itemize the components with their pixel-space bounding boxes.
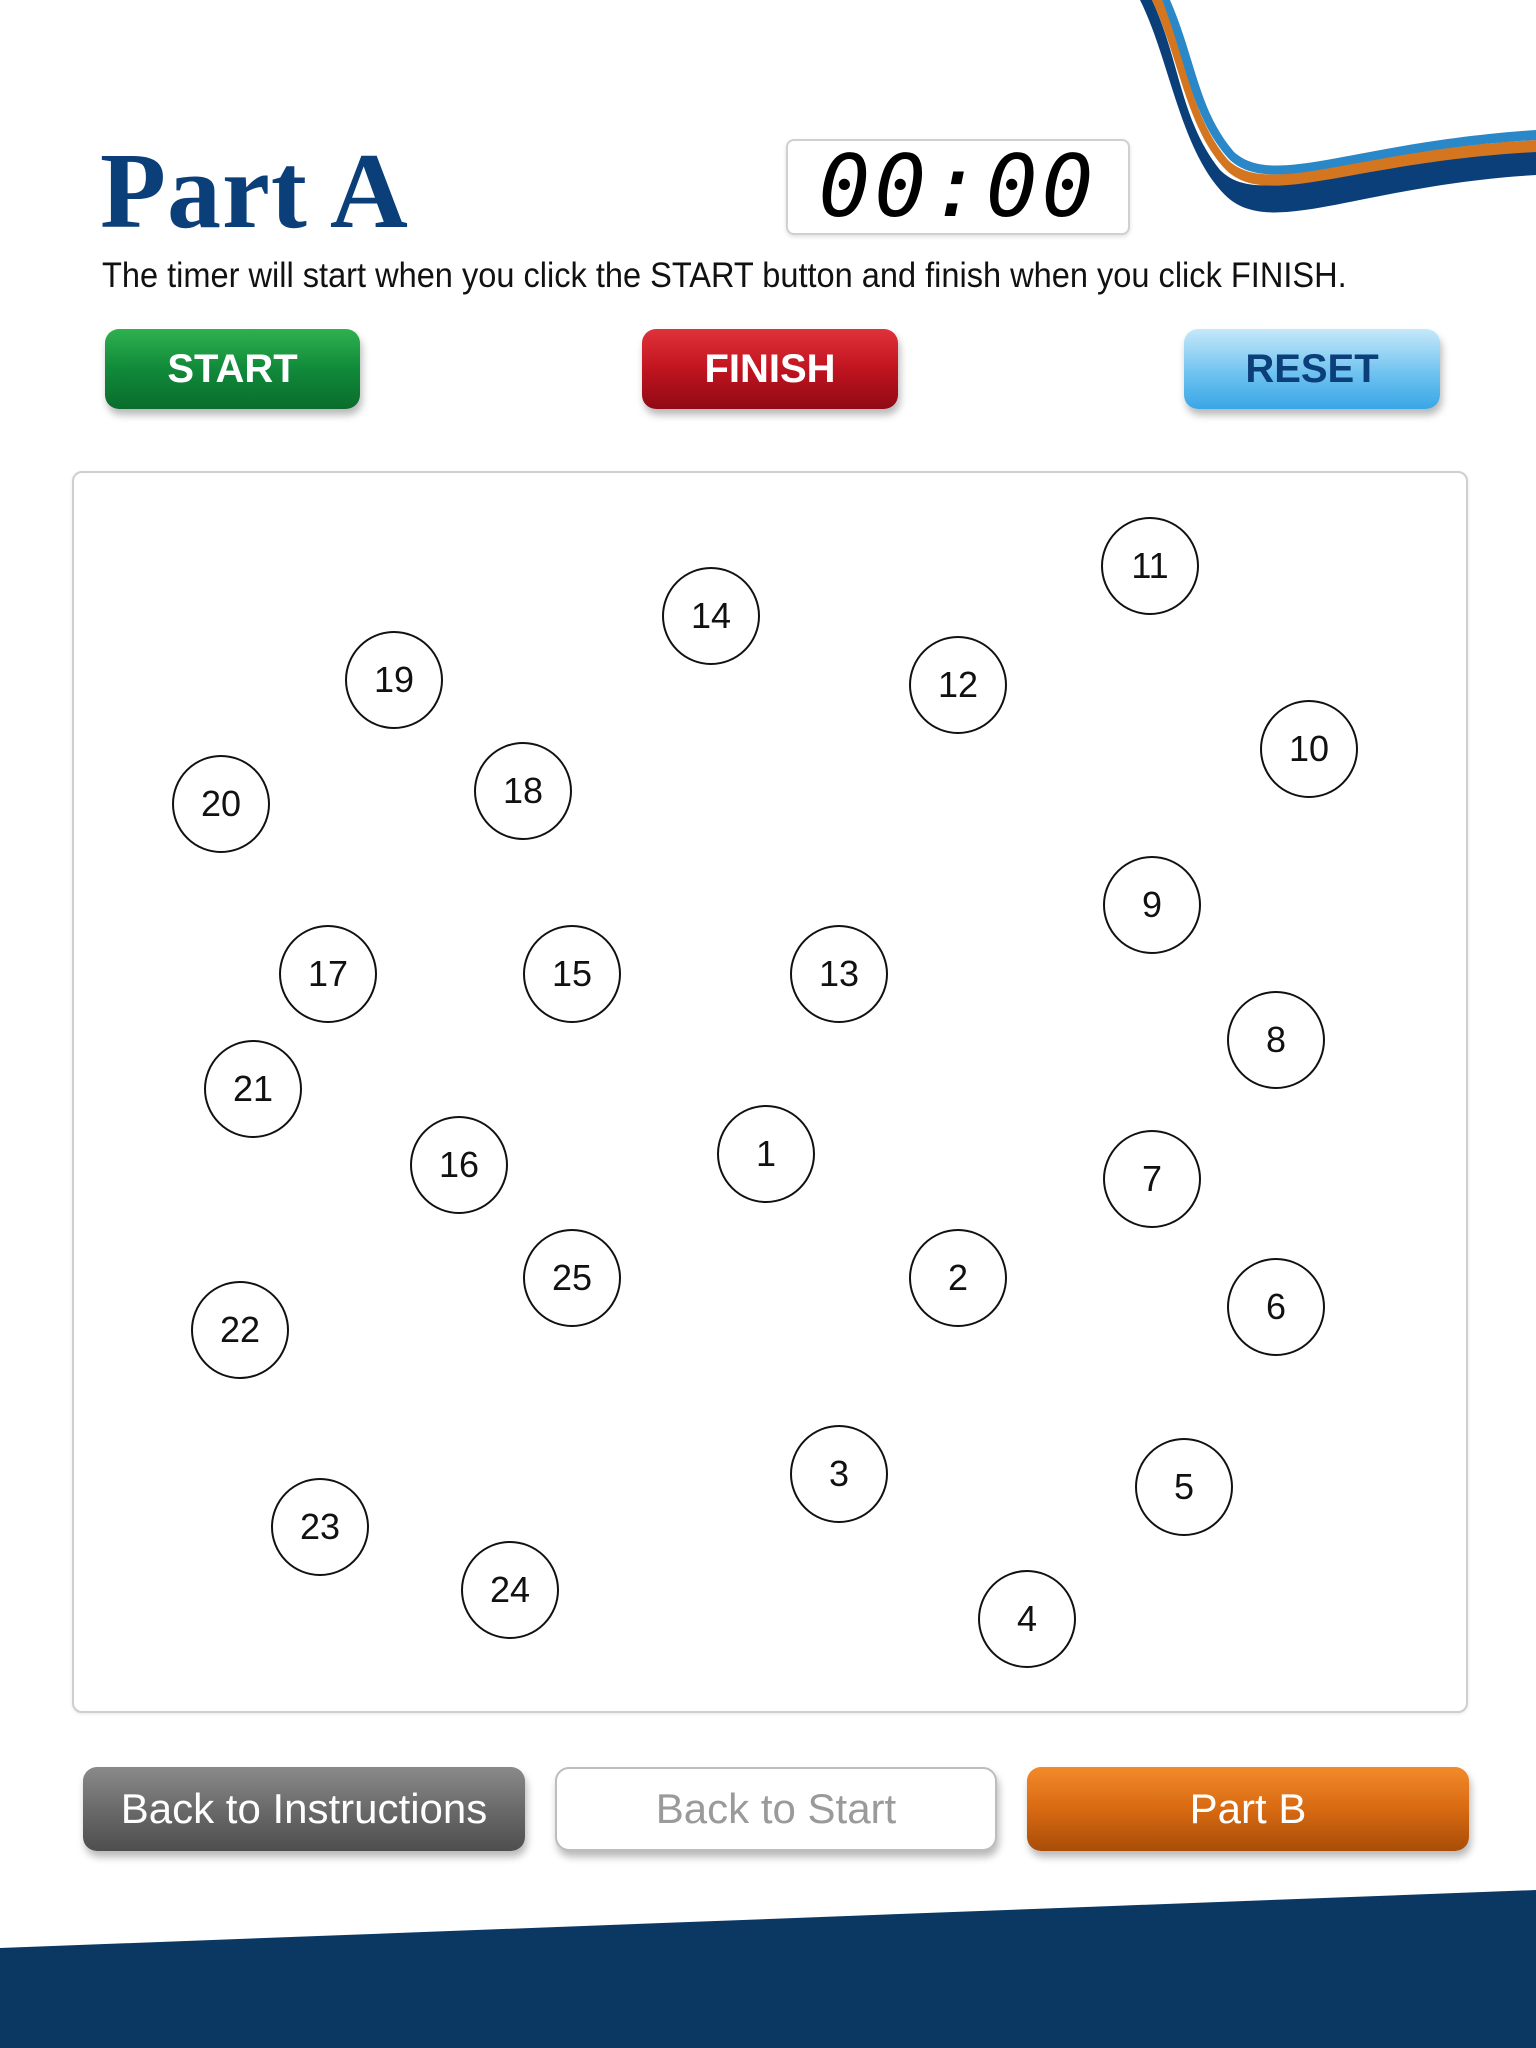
trail-node-20[interactable]: 20 bbox=[172, 755, 270, 853]
trail-node-1[interactable]: 1 bbox=[717, 1105, 815, 1203]
finish-button[interactable]: FINISH bbox=[642, 329, 898, 409]
trail-node-24[interactable]: 24 bbox=[461, 1541, 559, 1639]
timer-display: 00:00 bbox=[786, 139, 1130, 235]
trail-node-5[interactable]: 5 bbox=[1135, 1438, 1233, 1536]
trail-node-9[interactable]: 9 bbox=[1103, 856, 1201, 954]
trail-making-board bbox=[72, 471, 1468, 1713]
trail-node-17[interactable]: 17 bbox=[279, 925, 377, 1023]
trail-node-10[interactable]: 10 bbox=[1260, 700, 1358, 798]
trail-node-19[interactable]: 19 bbox=[345, 631, 443, 729]
page-title: Part A bbox=[100, 132, 409, 251]
trail-node-23[interactable]: 23 bbox=[271, 1478, 369, 1576]
trail-node-2[interactable]: 2 bbox=[909, 1229, 1007, 1327]
start-button[interactable]: START bbox=[105, 329, 360, 409]
trail-node-22[interactable]: 22 bbox=[191, 1281, 289, 1379]
trail-node-6[interactable]: 6 bbox=[1227, 1258, 1325, 1356]
trail-node-12[interactable]: 12 bbox=[909, 636, 1007, 734]
trail-node-15[interactable]: 15 bbox=[523, 925, 621, 1023]
ribbon-decoration bbox=[1140, 0, 1536, 240]
trail-node-18[interactable]: 18 bbox=[474, 742, 572, 840]
part-b-button[interactable]: Part B bbox=[1027, 1767, 1469, 1851]
footer-band bbox=[0, 1890, 1536, 2048]
trail-node-14[interactable]: 14 bbox=[662, 567, 760, 665]
trail-node-25[interactable]: 25 bbox=[523, 1229, 621, 1327]
trail-node-4[interactable]: 4 bbox=[978, 1570, 1076, 1668]
back-to-instructions-button[interactable]: Back to Instructions bbox=[83, 1767, 525, 1851]
instructions-text: The timer will start when you click the START button and finish when you click FINISH. bbox=[102, 256, 1347, 295]
trail-node-11[interactable]: 11 bbox=[1101, 517, 1199, 615]
trail-node-8[interactable]: 8 bbox=[1227, 991, 1325, 1089]
trail-node-3[interactable]: 3 bbox=[790, 1425, 888, 1523]
back-to-start-button[interactable]: Back to Start bbox=[555, 1767, 997, 1851]
trail-node-7[interactable]: 7 bbox=[1103, 1130, 1201, 1228]
trail-node-16[interactable]: 16 bbox=[410, 1116, 508, 1214]
trail-node-13[interactable]: 13 bbox=[790, 925, 888, 1023]
trail-node-21[interactable]: 21 bbox=[204, 1040, 302, 1138]
reset-button[interactable]: RESET bbox=[1184, 329, 1440, 409]
